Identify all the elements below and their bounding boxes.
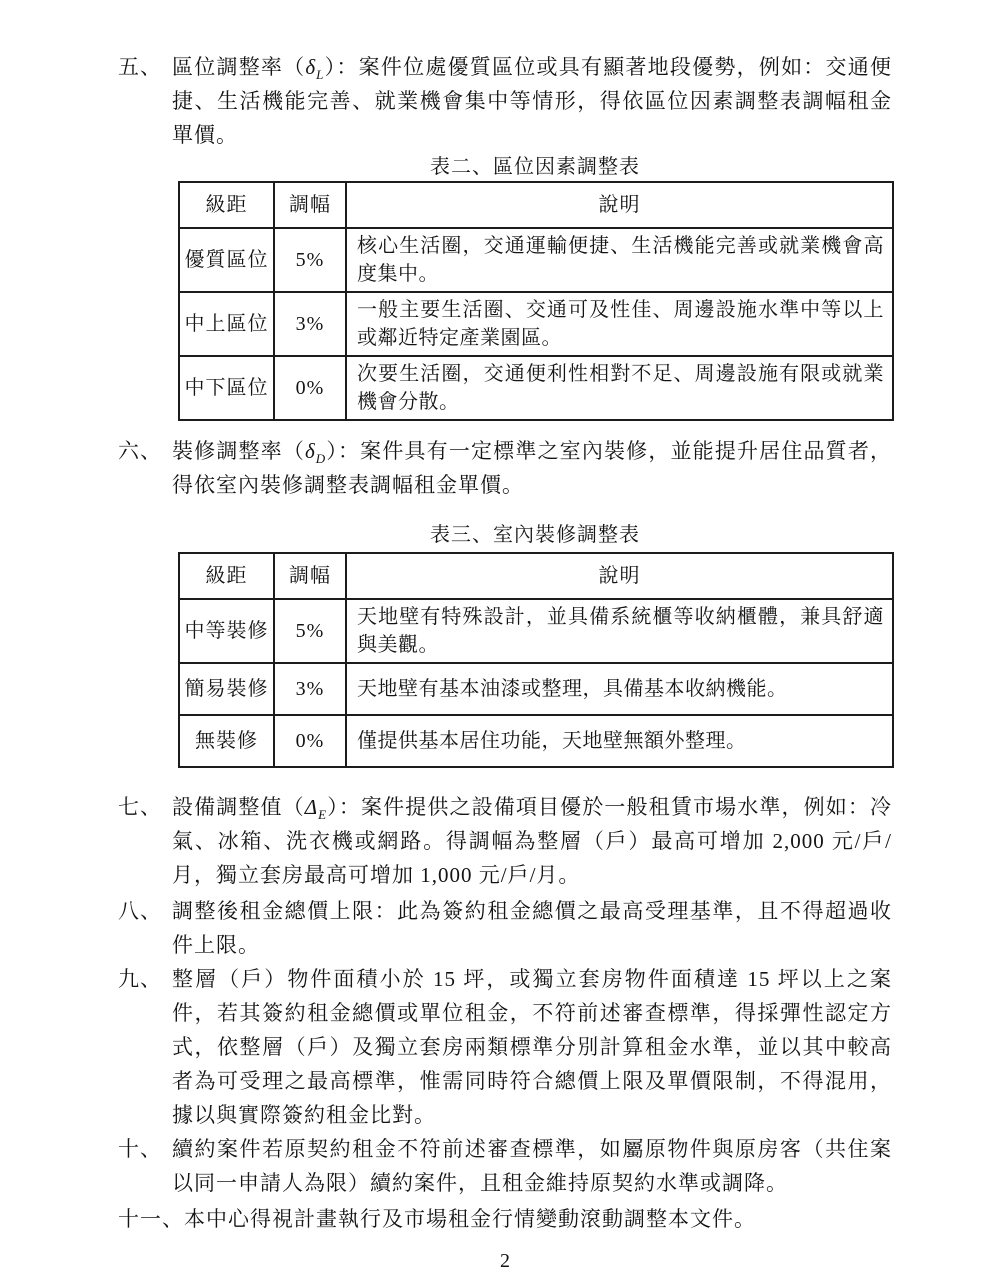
table-3-r3-desc: 僅提供基本居住功能，天地壁無額外整理。 xyxy=(346,715,893,767)
table-row xyxy=(179,599,893,663)
item-5-after: ）：案件位處優質區位或具有顯著地段優勢，例如：交通便捷、生活機能完善、就業機會集中等情形，得依區位因素調整表調幅租金單價。 xyxy=(172,55,893,147)
table-3-r3-grade: 無裝修 xyxy=(179,715,274,767)
list-item-5 xyxy=(118,50,892,152)
item-6-after: ）：案件具有一定標準之室內裝修，並能提升居住品質者，得依室內裝修調整表調幅租金單價。 xyxy=(172,439,892,497)
table-row xyxy=(179,292,893,356)
table-2-r2-desc: 一般主要生活圈、交通可及性佳、周邊設施水準中等以上或鄰近特定產業園區。 xyxy=(346,292,893,356)
list-item-11 xyxy=(118,1202,892,1236)
item-9-marker: 九、 xyxy=(118,967,162,991)
table-2-r2-rate: 3% xyxy=(274,292,346,356)
delta-e-symbol: $\Delta_E$ xyxy=(304,795,328,823)
table-2-r1-rate: 5% xyxy=(274,228,346,292)
table-2-r3-desc: 次要生活圈，交通便利性相對不足、周邊設施有限或就業機會分散。 xyxy=(346,356,893,420)
list-item-7 xyxy=(118,790,892,892)
location-factor-table xyxy=(178,181,894,421)
table-3-r1-rate: 5% xyxy=(274,599,346,663)
item-11-marker: 十一、 xyxy=(118,1207,184,1231)
item-8-text: 調整後租金總價上限：此為簽約租金總價之最高受理基準，且不得超過收件上限。 xyxy=(172,899,892,957)
table-2-r1-grade: 優質區位 xyxy=(179,228,274,292)
table-3-r1-desc: 天地壁有特殊設計，並具備系統櫃等收納櫃體，兼具舒適與美觀。 xyxy=(346,599,893,663)
table-3-r1-grade: 中等裝修 xyxy=(179,599,274,663)
list-item-6 xyxy=(118,434,892,502)
item-5-before: 區位調整率（ xyxy=(172,55,306,79)
table-3-caption: 表三、室內裝修調整表 xyxy=(430,524,640,546)
delta-d-symbol: $\delta_D$ xyxy=(305,439,327,467)
item-8-marker: 八、 xyxy=(118,899,162,923)
table-row xyxy=(179,356,893,420)
table-3-r2-grade: 簡易裝修 xyxy=(179,663,274,715)
table-2-r3-grade: 中下區位 xyxy=(179,356,274,420)
table-3-header-desc: 說明 xyxy=(346,553,893,599)
table-3-header-grade: 級距 xyxy=(179,553,274,599)
table-3-header-rate: 調幅 xyxy=(274,553,346,599)
table-2-header-grade: 級距 xyxy=(179,182,274,228)
item-10-marker: 十、 xyxy=(118,1137,162,1161)
delta-l-symbol: $\delta_L$ xyxy=(305,55,325,83)
item-11-text: 本中心得視計畫執行及市場租金行情變動滾動調整本文件。 xyxy=(184,1207,756,1231)
table-row xyxy=(179,663,893,715)
item-7-marker: 七、 xyxy=(118,795,162,819)
table-2-header-rate: 調幅 xyxy=(274,182,346,228)
table-3-r3-rate: 0% xyxy=(274,715,346,767)
table-row xyxy=(179,715,893,767)
table-2-r1-desc: 核心生活圈，交通運輸便捷、生活機能完善或就業機會高度集中。 xyxy=(346,228,893,292)
interior-decoration-table xyxy=(178,552,894,768)
item-6-marker: 六、 xyxy=(118,439,162,463)
item-9-text: 整層（戶）物件面積小於 15 坪，或獨立套房物件面積達 15 坪以上之案件，若其簽約租金總價或單位租金，不符前述審查標準，得採彈性認定方式，依整層（戶）及獨立套房兩類標準分別計算租金水準，並以其中較高者為可受理之最高標準，惟需同時符合總價上限及單價限制，不得混用，據以與實際簽約租金比對。 xyxy=(172,967,892,1127)
table-row xyxy=(179,228,893,292)
table-2-caption: 表二、區位因素調整表 xyxy=(430,156,640,178)
item-7-after: ）：案件提供之設備項目優於一般租賃市場水準，例如：冷氣、冰箱、洗衣機或網路。得調幅為整層（戶）最高可增加 2,000 元/戶/月，獨立套房最高可增加 1,000 元/戶/月。 xyxy=(172,795,893,887)
item-5-text xyxy=(172,50,892,152)
table-2-r2-grade: 中上區位 xyxy=(179,292,274,356)
item-7-text xyxy=(172,790,892,892)
item-7-before: 設備調整值（ xyxy=(172,795,305,819)
item-5-marker: 五、 xyxy=(118,55,162,79)
table-2-r3-rate: 0% xyxy=(274,356,346,420)
table-3-r2-rate: 3% xyxy=(274,663,346,715)
item-6-text xyxy=(172,434,892,502)
list-item-8 xyxy=(118,894,892,962)
table-2-header-desc: 說明 xyxy=(346,182,893,228)
page-number: 2 xyxy=(500,1250,510,1272)
table-2-header-row xyxy=(179,182,893,228)
list-item-9 xyxy=(118,962,892,1132)
item-6-before: 裝修調整率（ xyxy=(172,439,305,463)
item-10-text: 續約案件若原契約租金不符前述審查標準，如屬原物件與原房客（共住案以同一申請人為限）續約案件，且租金維持原契約水準或調降。 xyxy=(172,1137,892,1195)
list-item-10 xyxy=(118,1132,892,1200)
table-3-r2-desc: 天地壁有基本油漆或整理，具備基本收納機能。 xyxy=(346,663,893,715)
table-3-header-row xyxy=(179,553,893,599)
